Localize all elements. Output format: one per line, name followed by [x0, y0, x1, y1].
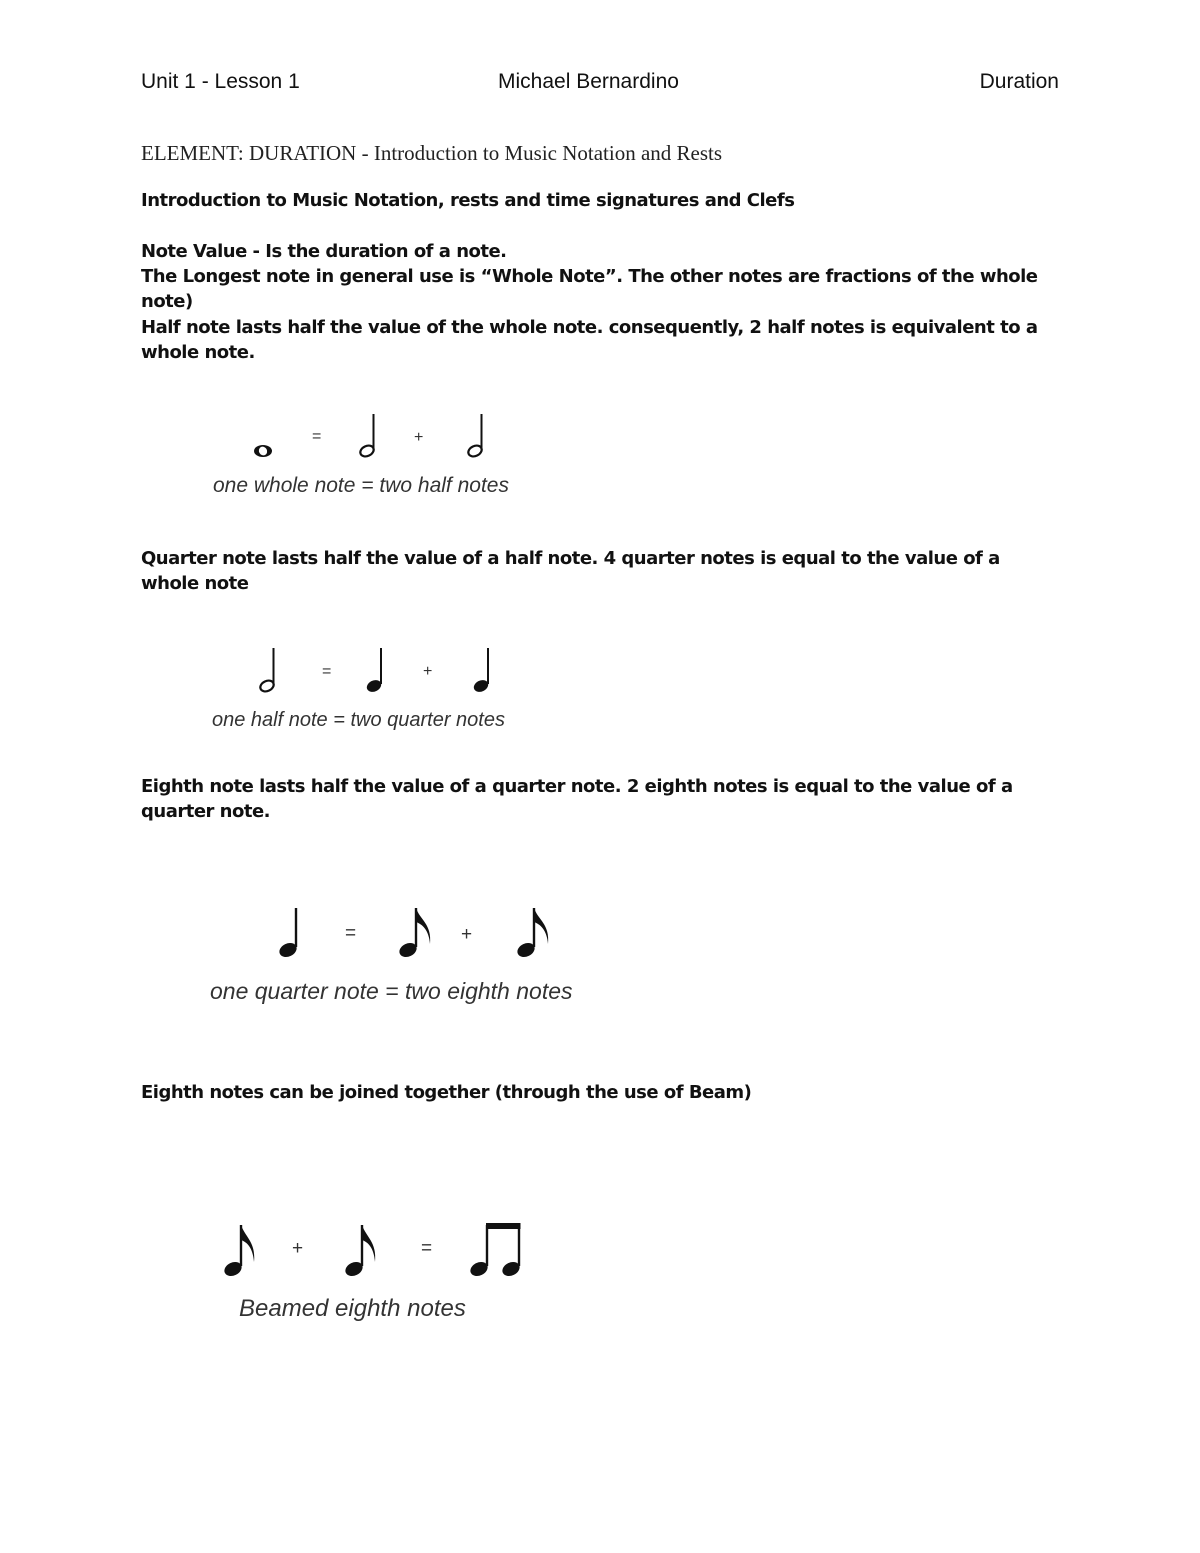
header-author: Michael Bernardino — [498, 70, 679, 93]
longest-note-text: The Longest note in general use is “Whole Note”. The other notes are fractions of the whole note) — [141, 266, 1038, 312]
figure-beamed-eighth-notes — [218, 1215, 558, 1330]
figure-whole-note-equals-two-half-notes — [212, 408, 552, 503]
equals-sign: = — [345, 923, 357, 944]
eighth-note-icon — [222, 1225, 254, 1279]
equals-sign: = — [312, 428, 322, 445]
header-topic: Duration — [979, 70, 1059, 93]
header-unit-lesson: Unit 1 - Lesson 1 — [141, 70, 300, 93]
quarter-note-equation-graphic — [208, 900, 628, 1010]
beam-text: Eighth notes can be joined together (through the use of Beam) — [141, 1082, 752, 1103]
element-title: ELEMENT: DURATION - Introduction to Music Notation and Rests — [141, 141, 723, 165]
equals-sign: = — [421, 1238, 433, 1259]
beamed-eighth-notes-graphic — [218, 1215, 558, 1330]
plus-sign: + — [423, 663, 433, 680]
whole-note-equation-graphic — [212, 408, 552, 503]
figure-caption: one half note = two quarter notes — [212, 709, 505, 731]
eighth-note-icon — [515, 908, 548, 960]
beamed-eighth-notes-icon — [468, 1223, 522, 1279]
figure-caption: one quarter note = two eighth notes — [210, 978, 573, 1004]
half-note-text: Half note lasts half the value of the whole note. consequently, 2 half notes is equivalent to a whole note. — [141, 317, 1038, 363]
plus-sign: + — [414, 429, 424, 446]
quarter-note-icon — [472, 648, 490, 694]
equals-sign: = — [322, 663, 332, 680]
intro-heading: Introduction to Music Notation, rests and time signatures and Clefs — [141, 190, 795, 211]
figure-caption: one whole note = two half notes — [213, 474, 509, 497]
quarter-note-text: Quarter note lasts half the value of a half note. 4 quarter notes is equal to the value of a whole note — [141, 548, 1000, 594]
half-note-icon — [259, 648, 276, 693]
eighth-note-text: Eighth note lasts half the value of a quarter note. 2 eighth notes is equal to the value of a quarter note. — [141, 776, 1013, 822]
figure-quarter-note-equals-two-eighth-notes — [208, 900, 628, 1010]
half-note-icon — [359, 414, 376, 458]
figure-half-note-equals-two-quarter-notes — [210, 643, 570, 733]
quarter-note-icon — [277, 908, 299, 960]
eighth-note-icon — [343, 1225, 375, 1279]
whole-note-icon — [254, 445, 272, 457]
quarter-note-icon — [365, 648, 383, 694]
half-note-icon — [467, 414, 484, 458]
figure-caption: Beamed eighth notes — [239, 1295, 466, 1322]
eighth-note-icon — [397, 908, 430, 960]
plus-sign: + — [292, 1238, 304, 1259]
plus-sign: + — [461, 924, 473, 945]
note-value-definition: Note Value - Is the duration of a note. — [141, 241, 507, 262]
half-note-equation-graphic — [210, 643, 570, 733]
